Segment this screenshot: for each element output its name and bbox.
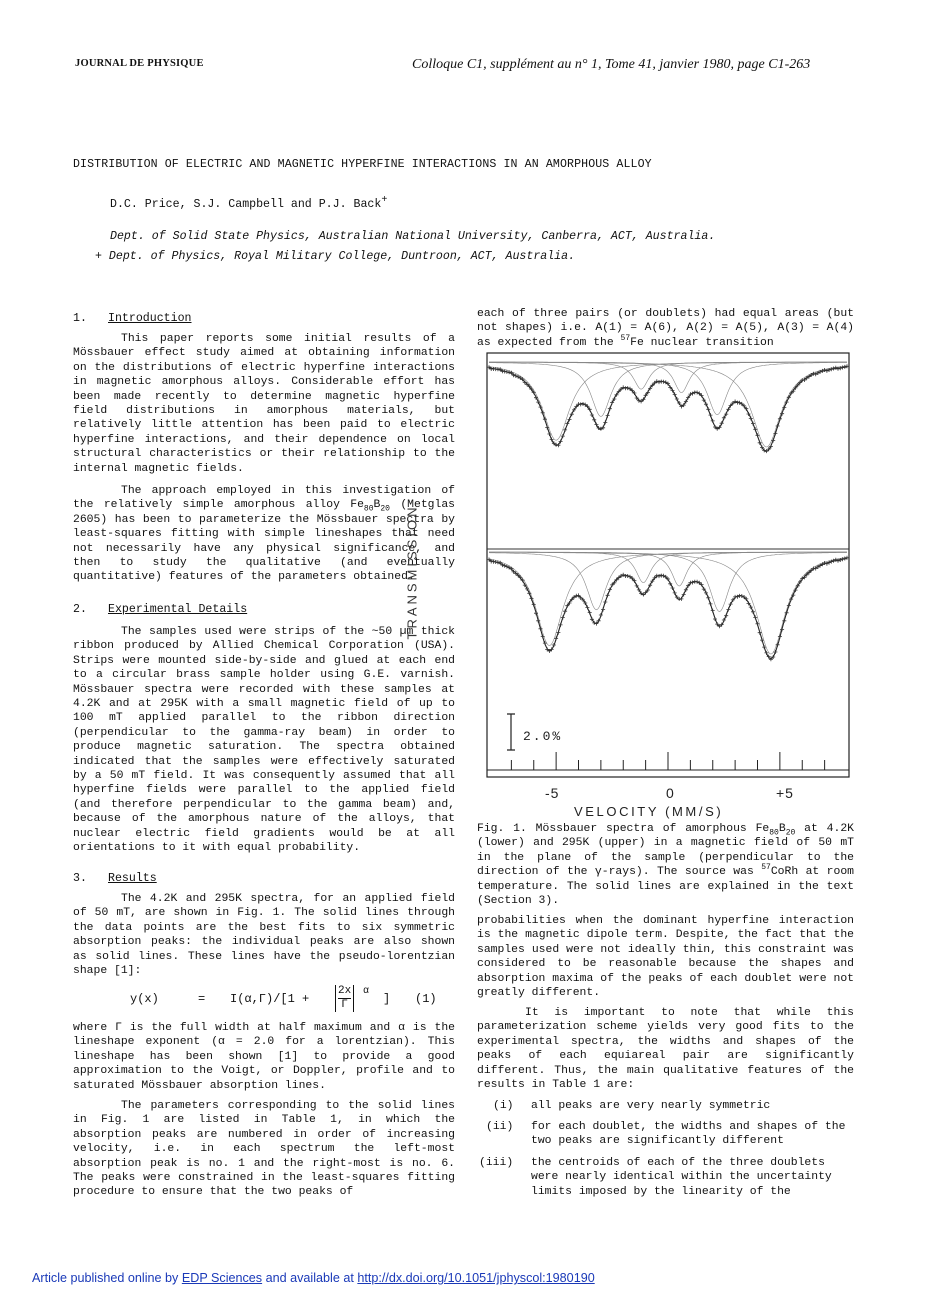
data-point bbox=[709, 413, 713, 417]
affiliation-1: Dept. of Solid State Physics, Australian National University, Canberra, ACT, Australia. bbox=[110, 230, 716, 243]
section-2-title: Experimental Details bbox=[108, 603, 248, 616]
data-point bbox=[843, 557, 847, 561]
data-point bbox=[675, 397, 679, 401]
figure-1 bbox=[404, 352, 857, 820]
caption-a: Fig. 1. Mössbauer spectra of amorphous Fe bbox=[477, 823, 770, 835]
data-point bbox=[556, 631, 560, 635]
section-1-title: Introduction bbox=[108, 312, 192, 325]
data-point bbox=[780, 412, 784, 416]
data-point bbox=[552, 643, 556, 647]
figure-caption bbox=[477, 822, 854, 908]
intro-p2-sub2: 20 bbox=[380, 504, 390, 514]
plot-frame bbox=[487, 353, 849, 777]
experimental-paragraph: The samples used were strips of the ~50 µm thick ribbon produced by Allied Chemical Corporation (USA). Strips were mounted side-by-side and glued at each end to a circular brass sample holder using G.E. varnish. Mössbauer spectra were recorded with these samples at 4.2K and at 295K with a small magnetic field of up to 100 mT applied parallel to the ribbon direction (perpendicular to the gamma-ray beam) in order to produce magnetic saturation. The spectra obtained indicated that the samples were effectively saturated by a 50 mT field. It was consequently assumed that all hyperfine fields were parallel to the applied field (and therefore perpendicular to the gamma beam) and, because of the amorphous nature of the alloys, that nuclear electric field gradients would be at all orientations to it with equal probability. bbox=[73, 626, 455, 855]
data-point bbox=[706, 407, 710, 411]
right-paragraph-2: probabilities when the dominant hyperfine interaction is the magnetic dipole term. Despite, the fact that the samples used were not ideally thin, this constraint was considered to be reasonable because the shapes and absorption maxima of the peaks of each doublet were not greatly different. bbox=[477, 915, 854, 1000]
data-point bbox=[673, 591, 677, 595]
data-point bbox=[785, 400, 789, 404]
data-point bbox=[592, 418, 596, 422]
equation-fraction bbox=[335, 985, 354, 1012]
caption-sub2: 20 bbox=[785, 828, 796, 838]
intro-p2-b: (Metglas 2605) has been to parameterize the Mössbauer spectra by least-squares fitting with simple lineshapes that need not necessarily have any physical significance, and then to study the qualitative (and eventually quantitative) features of the parameters obtained. bbox=[73, 499, 456, 584]
section-2-number: 2. bbox=[73, 603, 87, 616]
data-point bbox=[709, 602, 713, 606]
caption-d: CoRh at room temperature. The solid lines are explained in the text (Section 3). bbox=[477, 866, 854, 908]
data-point bbox=[599, 613, 603, 617]
data-point bbox=[764, 651, 768, 655]
x-tick-label-0: 0 bbox=[666, 785, 674, 801]
y-axis-label: TRANSMISSION bbox=[404, 504, 420, 640]
data-point bbox=[601, 608, 605, 612]
right-p1-sup: 57 bbox=[620, 334, 631, 344]
list-item-number: (i) bbox=[493, 1100, 514, 1112]
section-1-heading bbox=[73, 312, 192, 325]
citation: Colloque C1, supplément au n° 1, Tome 41, janvier 1980, page C1-263 bbox=[412, 57, 811, 72]
data-point bbox=[563, 428, 567, 432]
data-point bbox=[606, 593, 610, 597]
x-tick-label-minus5: -5 bbox=[545, 785, 560, 801]
list-item-text: all peaks are very nearly symmetric bbox=[531, 1100, 771, 1112]
equation-denominator: Γ bbox=[341, 999, 348, 1011]
data-point bbox=[559, 623, 563, 627]
x-axis-label: VELOCITY (MM/S) bbox=[574, 804, 724, 819]
data-point bbox=[608, 407, 612, 411]
equation-middle: I(α,Γ)/[1 + bbox=[230, 992, 310, 1006]
list-item-text: the centroids of each of the three doublets were nearly identical within the uncertainty limits imposed by the linearity of the bbox=[531, 1157, 832, 1198]
list-item-number: (ii) bbox=[486, 1121, 514, 1133]
intro-p2-a: The approach employed in this investigation of the relatively simple amorphous alloy Fe bbox=[73, 485, 455, 512]
component-peak-line bbox=[489, 362, 847, 447]
data-point bbox=[751, 610, 755, 614]
authors-mark: + bbox=[381, 195, 388, 207]
data-point bbox=[671, 586, 675, 590]
data-point bbox=[626, 386, 630, 390]
data-point bbox=[695, 580, 699, 584]
data-point bbox=[843, 365, 847, 369]
caption-sub1: 80 bbox=[769, 828, 779, 838]
paper-title: DISTRIBUTION OF ELECTRIC AND MAGNETIC HYPERFINE INTERACTIONS IN AN AMORPHOUS ALLOY bbox=[73, 158, 652, 171]
data-point bbox=[751, 422, 755, 426]
data-point bbox=[782, 406, 786, 410]
component-peak-line bbox=[489, 552, 847, 654]
scale-bar-label: 2.0% bbox=[523, 729, 563, 744]
data-point bbox=[527, 591, 531, 595]
data-point bbox=[679, 597, 683, 601]
list-item bbox=[477, 1156, 854, 1201]
data-point bbox=[706, 596, 710, 600]
data-point bbox=[662, 380, 666, 384]
equation-number: (1) bbox=[415, 992, 437, 1006]
data-point bbox=[684, 588, 688, 592]
data-point bbox=[539, 405, 543, 409]
right-p1-a: each of three pairs (or doublets) had equal areas (but not shapes) i.e. A(1) = A(6), A(2) = A(5), A(3) = A(4) as expected from the bbox=[477, 308, 854, 349]
data-point bbox=[594, 423, 598, 427]
data-point bbox=[565, 422, 569, 426]
equation-close: ] bbox=[383, 992, 391, 1006]
results-paragraph-2: where Γ is the full width at half maximum and α is the lineshape exponent (α = 2.0 for a lorentzian). This lineshape has been shown [1] to provide a good approximation to the Voigt, or Doppler, profile and to saturated Mössbauer absorption lines. bbox=[73, 1022, 455, 1092]
data-point bbox=[657, 380, 661, 384]
component-peak-line bbox=[489, 362, 847, 440]
equation-1: y(x) = I(α,Γ)/[1 + $\frac{2x}{\Gamma}$ α ] (1) bbox=[130, 985, 437, 1011]
right-paragraph-1 bbox=[477, 307, 854, 350]
data-point bbox=[740, 594, 744, 598]
right-paragraph-3: It is important to note that while this parameterization scheme yields very good fits to the experimental spectra, the widths and shapes of the peaks of each equiareal pair are significantly different. Thus, the main qualitative features of the results in Table 1 are: bbox=[477, 1007, 854, 1092]
data-point bbox=[704, 402, 708, 406]
data-point bbox=[720, 421, 724, 425]
caption-c: at 4.2K (lower) and 295K (upper) in a magnetic field of 50 mT in the plane of the sample (perpendicular to the direction of the γ-rays). The source was bbox=[477, 823, 854, 879]
result-list bbox=[477, 1099, 854, 1201]
caption-sup: 57 bbox=[761, 863, 771, 873]
section-3-title: Results bbox=[108, 872, 157, 885]
mossbauer-spectra-chart bbox=[477, 352, 857, 820]
data-point bbox=[563, 609, 567, 613]
section-1-number: 1. bbox=[73, 312, 87, 325]
list-item bbox=[477, 1120, 854, 1156]
data-point bbox=[711, 609, 715, 613]
data-point bbox=[536, 400, 540, 404]
data-point bbox=[585, 605, 589, 609]
data-point bbox=[603, 420, 607, 424]
data-point bbox=[711, 419, 715, 423]
data-point bbox=[726, 608, 730, 612]
list-item-text: for each doublet, the widths and shapes of the two peaks are significantly different bbox=[531, 1121, 846, 1148]
fit-curve bbox=[489, 559, 847, 659]
data-point bbox=[832, 367, 836, 371]
data-point bbox=[688, 392, 692, 396]
section-3-heading bbox=[73, 872, 157, 885]
data-point bbox=[550, 438, 554, 442]
x-tick-label-plus5: +5 bbox=[776, 785, 794, 801]
data-point bbox=[603, 600, 607, 604]
data-point bbox=[753, 615, 757, 619]
affiliation-2: + Dept. of Physics, Royal Military College, Duntroon, ACT, Australia. bbox=[95, 250, 576, 263]
authors-names: D.C. Price, S.J. Campbell and P.J. Back bbox=[110, 198, 382, 211]
doi-link[interactable]: http://dx.doi.org/10.1051/jphyscol:1980190 bbox=[357, 1271, 595, 1285]
equation-lhs: y(x) bbox=[130, 992, 159, 1006]
list-item bbox=[477, 1099, 854, 1120]
data-point bbox=[673, 392, 677, 396]
data-point bbox=[507, 370, 511, 374]
data-point bbox=[606, 414, 610, 418]
data-point bbox=[561, 434, 565, 438]
data-point bbox=[713, 617, 717, 621]
results-paragraph-1: The 4.2K and 295K spectra, for an applied field of 50 mT, are shown in Fig. 1. The solid lines through the data points are the best fits to six symmetric absorption peaks: the individual peaks are also shown as solid lines. These lines have the pseudo-lorentzian shape [1]: bbox=[73, 893, 455, 978]
data-point bbox=[541, 635, 545, 639]
footer-prefix: Article published online by bbox=[32, 1271, 182, 1285]
caption-b: B bbox=[778, 823, 786, 835]
equation-numerator: 2x bbox=[338, 985, 352, 997]
section-2-heading bbox=[73, 603, 248, 616]
component-peak-line bbox=[489, 552, 847, 611]
publisher-link[interactable]: EDP Sciences bbox=[181, 1271, 263, 1285]
data-point bbox=[764, 449, 768, 453]
intro-paragraph-2 bbox=[73, 484, 455, 585]
right-p1-b: Fe nuclear transition bbox=[630, 336, 774, 349]
data-point bbox=[695, 391, 699, 395]
data-point bbox=[749, 605, 753, 609]
list-item-number: (iii) bbox=[479, 1157, 514, 1169]
intro-paragraph-1: This paper reports some initial results of a Mössbauer effect study aimed at obtaining information on the distributions of electric hyperfine interactions in magnetic amorphous alloys. Considerable effort has been made recently to determine magnetic hyperfine field distributions in amorphous materials, but relatively little attention has been paid to electric hyperfine interactions, and their dependence on local structural characteristics or their relationship to the internal magnetic fields. bbox=[73, 333, 455, 475]
intro-p2-mid: B bbox=[373, 499, 381, 512]
data-point bbox=[581, 402, 585, 406]
section-3-number: 3. bbox=[73, 872, 87, 885]
footer-middle: and available at bbox=[262, 1271, 358, 1285]
scale-bar bbox=[507, 714, 515, 750]
footer bbox=[32, 1271, 595, 1285]
authors bbox=[110, 195, 388, 211]
data-point bbox=[556, 443, 560, 447]
journal-name: JOURNAL DE PHYSIQUE bbox=[75, 58, 204, 69]
data-point bbox=[561, 616, 565, 620]
data-point bbox=[626, 574, 630, 578]
data-point bbox=[749, 416, 753, 420]
intro-p2-sub1: 80 bbox=[363, 504, 374, 514]
equation-equals: = bbox=[198, 992, 206, 1006]
results-paragraph-3: The parameters corresponding to the solid lines in Fig. 1 are listed in Table 1, in which the absorption peaks are numbered in order of increasing velocity, i.e. in each spectrum the left-most absorption peak is no. 1 and the right-most is no. 6. The peaks were constrained in the least-squares fitting procedure to ensure that the two peaks of bbox=[73, 1100, 455, 1199]
data-point bbox=[724, 614, 728, 618]
